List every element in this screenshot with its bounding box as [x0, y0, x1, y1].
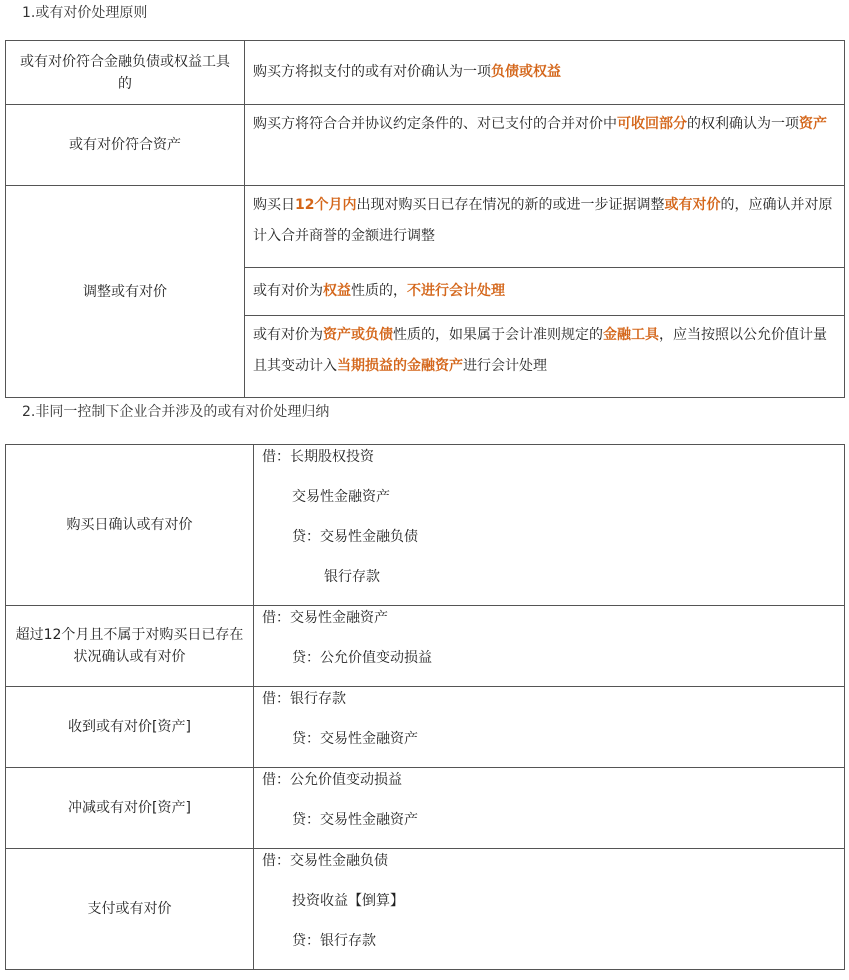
- highlight-text: 可收回部分: [617, 116, 687, 132]
- body-text: 购买方将符合合并协议约定条件的、对已支付的合并对价中: [253, 116, 617, 132]
- entry-line: 贷：交易性金融资产: [292, 812, 418, 828]
- entry-line: 借：交易性金融负债: [262, 853, 388, 869]
- journal-entry: [254, 445, 845, 606]
- row-label: 收到或有对价[资产]: [6, 687, 254, 768]
- row-description: [245, 186, 845, 268]
- contingent-principles-table: [5, 40, 845, 398]
- entry-line: 借：交易性金融资产: [262, 610, 388, 626]
- body-text: 或有对价为: [253, 327, 323, 343]
- entry-line: 交易性金融资产: [292, 489, 390, 505]
- entry-line: 借：公允价值变动损益: [262, 772, 402, 788]
- table-row: [6, 105, 845, 186]
- journal-entry: [254, 849, 845, 970]
- row-label: 冲减或有对价[资产]: [6, 768, 254, 849]
- highlight-text: 12个月内: [295, 197, 357, 213]
- journal-entry: [254, 606, 845, 687]
- body-text: 购买日: [253, 197, 295, 213]
- row-description: [245, 41, 845, 105]
- entry-line: 贷：交易性金融资产: [292, 731, 418, 747]
- body-text: 性质的，如果属于会计准则规定的: [393, 327, 603, 343]
- row-description: [245, 268, 845, 316]
- body-text: ，应当按照以公允价值计量且其变动计入: [253, 327, 827, 374]
- body-text: 性质的，: [351, 283, 407, 299]
- row-label: 购买日确认或有对价: [6, 445, 254, 606]
- body-text: 的权利确认为一项: [687, 116, 799, 132]
- body-text: 购买方将拟支付的或有对价确认为一项: [253, 64, 491, 80]
- table-row: [6, 41, 845, 105]
- row-description: [245, 105, 845, 186]
- entry-line: 贷：交易性金融负债: [292, 529, 418, 545]
- row-label: 支付或有对价: [6, 849, 254, 970]
- highlight-text: 当期损益的金融资产: [337, 358, 463, 374]
- highlight-text: 权益: [323, 283, 351, 299]
- row-label: 或有对价符合金融负债或权益工具的: [6, 41, 245, 105]
- body-text: 出现对购买日已存在情况的新的或进一步证据调整: [356, 197, 665, 213]
- table-row: [6, 849, 845, 970]
- body-text: 的，应确认并对原计入合并商誉的金额进行调整: [253, 197, 833, 244]
- entry-line: 借：银行存款: [262, 691, 346, 707]
- highlight-text: 或有对价: [664, 197, 721, 213]
- body-text: 进行会计处理: [463, 358, 547, 374]
- highlight-text: 金融工具: [603, 327, 659, 343]
- highlight-text: 资产: [799, 116, 827, 132]
- row-description: [245, 316, 845, 398]
- section2-heading: 2.非同一控制下企业合并涉及的或有对价处理归纳: [22, 404, 330, 420]
- row-label: 调整或有对价: [6, 186, 245, 398]
- highlight-text: 不进行会计处理: [407, 283, 505, 299]
- entry-line: 银行存款: [324, 569, 380, 585]
- body-text: 或有对价为: [253, 283, 323, 299]
- row-label: 或有对价符合资产: [6, 105, 245, 186]
- highlight-text: 资产或负债: [323, 327, 393, 343]
- journal-entry: [254, 687, 845, 768]
- accounting-entries-table: [5, 444, 845, 970]
- table-row: [6, 606, 845, 687]
- highlight-text: 负债或权益: [491, 64, 561, 80]
- journal-entry: [254, 768, 845, 849]
- entry-line: 贷：公允价值变动损益: [292, 650, 432, 666]
- table-row: [6, 768, 845, 849]
- entry-line: 投资收益【倒算】: [292, 893, 404, 909]
- table-row: [6, 445, 845, 606]
- row-label: 超过12个月且不属于对购买日已存在状况确认或有对价: [6, 606, 254, 687]
- entry-line: 借：长期股权投资: [262, 449, 374, 465]
- table-row: [6, 186, 845, 268]
- table-row: [6, 687, 845, 768]
- entry-line: 贷：银行存款: [292, 933, 376, 949]
- section1-heading: 1.或有对价处理原则: [22, 5, 148, 21]
